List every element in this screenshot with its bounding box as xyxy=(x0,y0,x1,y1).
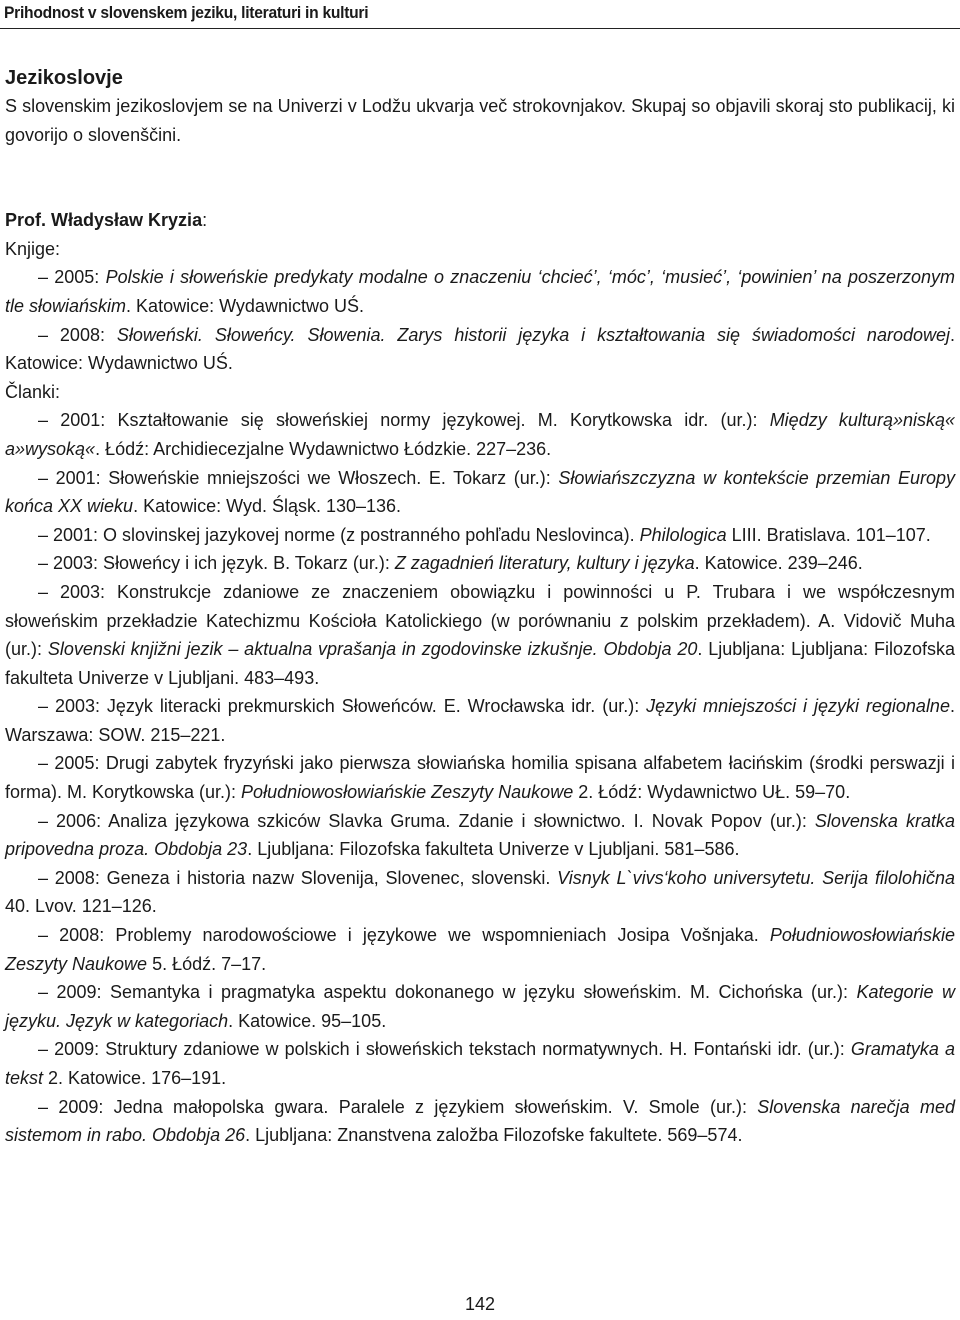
author-name: Władysław Kryzia xyxy=(51,210,203,231)
article-entry xyxy=(5,749,955,806)
entry-title: Języki mniejszości i języki regionalne xyxy=(646,696,950,717)
entry-text: . Ljubljana: Znanstvena založba Filozofske fakultete. 569–574. xyxy=(245,1125,743,1146)
entry-title: Południowosłowiańskie Zeszyty Naukowe xyxy=(5,925,955,974)
author-suffix: : xyxy=(202,210,208,231)
entry-text: . Warszawa: SOW. 215–221. xyxy=(5,696,955,745)
article-entry xyxy=(5,978,955,1035)
entry-text: – 2003: Język literacki prekmurskich Słoweńców. E. Wrocławska idr. (ur.): xyxy=(38,696,647,717)
book-entry xyxy=(5,321,955,378)
entry-text: – 2009: Jedna małopolska gwara. Paralele z językiem słoweńskim. V. Smole (ur.): xyxy=(38,1096,758,1117)
entry-text: . Katowice. 95–105. xyxy=(228,1010,387,1031)
entry-text: 2. Katowice. 176–191. xyxy=(43,1068,227,1088)
entry-title: Słoweński. Słoweńcy. Słowenia. Zarys historii języka i kształtowania się świadomości narodowej xyxy=(116,324,950,345)
entry-text: – 2008: Problemy narodowościowe i językowe we wspomnieniach Josipa Vošnjaka. xyxy=(38,925,770,946)
books-list xyxy=(5,263,955,377)
article-entry xyxy=(5,549,955,578)
entry-text: 5. Łódź. 7–17. xyxy=(147,953,267,974)
entry-title: Gramatyka a tekst xyxy=(5,1039,955,1088)
running-header-title: Prihodnost v slovenskem jeziku, literaturi in kulturi xyxy=(4,3,369,22)
entry-title: Polskie i słoweńskie predykaty modalne o znaczeniu ‘chcieć’, ‘móc’, ‘musieć’, ‘powinien’ na poszerzonym tle słowiańskim xyxy=(5,267,955,316)
entry-text: – 2008: Geneza i historia nazw Slovenija, Slovenec, slovenski. xyxy=(38,867,558,888)
articles-label: Članki: xyxy=(5,381,61,402)
entry-title: Słowiańszczyzna w kontekście przemian Europy końca XX wieku xyxy=(5,467,955,517)
entry-text: – 2001: Kształtowanie się słoweńskiej normy językowej. M. Korytkowska idr. (ur.): xyxy=(38,410,770,431)
article-entry xyxy=(5,921,955,978)
article-entry xyxy=(5,1035,955,1092)
entry-text: – 2009: Struktury zdaniowe w polskich i słoweńskich tekstach normatywnych. H. Fontański idr. (ur.): xyxy=(38,1039,851,1060)
page-body xyxy=(5,64,955,1150)
articles-list xyxy=(5,406,955,1149)
entry-text: – 2008: xyxy=(38,324,117,345)
intro-paragraph: S slovenskim jezikoslovjem se na Univerzi v Lodžu ukvarja več strokovnjakov. Skupaj so objavili skoraj sto publikacij, ki govorijo o slovenščini. xyxy=(5,96,955,145)
entry-title: Slovenska narečja med sistemom in rabo. Obdobja 26 xyxy=(5,1096,955,1146)
book-entry xyxy=(5,263,955,320)
entry-text: . Ljubljana: Ljubljana: Filozofska fakulteta Univerze v Ljubljani. 483–493. xyxy=(5,639,955,688)
author-prefix: Prof. xyxy=(5,210,52,231)
entry-text: . Katowice. 239–246. xyxy=(694,553,863,574)
entry-text: – 2005: Drugi zabytek fryzyński jako pierwsza słowiańska homilia spisana alfabetem łacińskim (środki perswazji i forma). M. Korytkowska (ur.): xyxy=(5,753,955,803)
entry-title: Philologica xyxy=(639,524,727,545)
entry-title: Południowosłowiańskie Zeszyty Naukowe xyxy=(241,782,574,803)
entry-text: . Katowice: Wydawnictwo UŚ. xyxy=(126,295,364,316)
article-entry xyxy=(5,578,955,692)
page-number: 142 xyxy=(464,1294,496,1314)
article-entry xyxy=(5,406,955,463)
article-entry xyxy=(5,807,955,864)
entry-text: . Ljubljana: Filozofska fakulteta Univerze v Ljubljani. 581–586. xyxy=(247,839,740,860)
section-heading: Jezikoslovje xyxy=(5,67,123,89)
entry-text: – 2003: Konstrukcje zdaniowe ze znaczeniem obowiązku i powinności u P. Trubara i we współczesnym słoweńskim przekładzie Katechizmu Kościoła Katolickiego (w porównaniu z polskim przekładem). A. Vidovič Muha (ur.): xyxy=(5,581,955,660)
article-entry xyxy=(5,864,955,921)
article-entry xyxy=(5,692,955,749)
entry-text: – 2003: Słoweńcy i ich język. B. Tokarz (ur.): xyxy=(38,553,395,574)
entry-title: Slovenski knjižni jezik – aktualna vprašanja in zgodovinske izkušnje. Obdobja 20 xyxy=(47,639,698,660)
entry-title: Z zagadnień literatury, kultury i języka xyxy=(394,553,695,574)
entry-text: . Łódź: Archidiecezjalne Wydawnictwo Łódzkie. 227–236. xyxy=(95,438,552,459)
entry-title: Kategorie w języku. Język w kategoriach xyxy=(5,982,955,1031)
entry-text: – 2009: Semantyka i pragmatyka aspektu dokonanego w języku słoweńskim. M. Cichońska (ur.): xyxy=(38,982,857,1003)
entry-text: 2. Łódź: Wydawnictwo UŁ. 59–70. xyxy=(573,782,851,803)
books-label: Knjige: xyxy=(5,238,61,259)
entry-title: Slovenska kratka pripovedna proza. Obdobja 23 xyxy=(5,810,955,860)
entry-text: . Katowice: Wydawnictwo UŚ. xyxy=(5,324,956,374)
entry-text: 40. Lvov. 121–126. xyxy=(5,896,157,917)
article-entry xyxy=(5,521,955,550)
author-line xyxy=(5,206,955,235)
article-entry xyxy=(5,464,955,521)
entry-title: Między kulturą»niską« a»wysoką« xyxy=(5,410,955,459)
entry-text: – 2006: Analiza językowa szkiców Slavka Gruma. Zdanie i słownictwo. I. Novak Popov (ur.): xyxy=(38,810,815,831)
entry-text: LIII. Bratislava. 101–107. xyxy=(726,524,931,545)
running-header xyxy=(0,0,960,29)
entry-text: – 2001: Słoweńskie mniejszości we Włoszech. E. Tokarz (ur.): xyxy=(38,467,559,488)
entry-text: – 2001: O slovinskej jazykovej norme (z postranného pohľadu Neslovinca). xyxy=(38,524,640,545)
entry-title: Visnyk L`vivs‘koho universytetu. Serija filolohična xyxy=(557,867,955,888)
entry-text: – 2005: xyxy=(38,267,106,288)
entry-text: . Katowice: Wyd. Śląsk. 130–136. xyxy=(133,496,402,517)
article-entry xyxy=(5,1093,955,1150)
